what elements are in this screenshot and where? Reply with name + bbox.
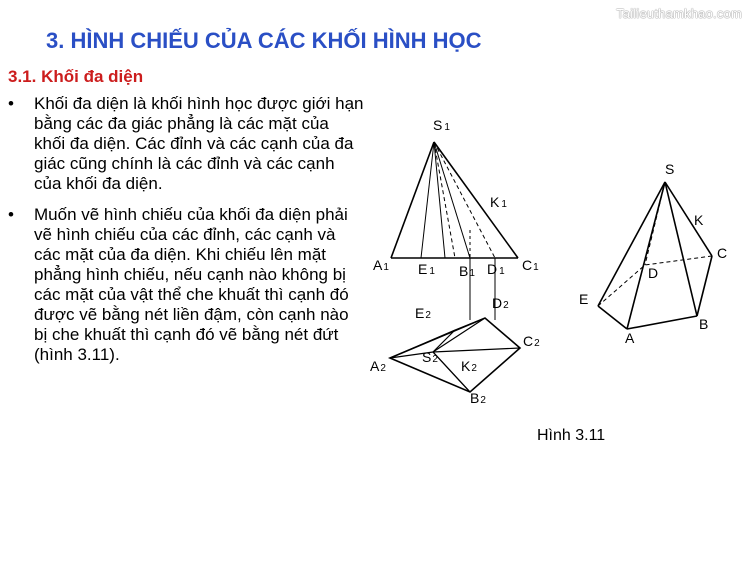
pyramid-figure [360,108,750,458]
label-c: C [717,245,728,261]
bullet-text: Khối đa diện là khối hình học được giới hạn bằng các đa giác phẳng là các mặt của khối đa diện. Các đỉnh và các cạnh của đa giác cũng chính là các đỉnh và các cạnh của khối đa diện. [34,94,364,193]
bullet-item [8,205,364,365]
label-k: K [694,212,704,228]
bullet-icon: • [8,205,14,224]
label-s: S [665,161,675,177]
label-e: E [579,291,589,307]
label-s1: S 1 [433,117,450,133]
label-d: D [648,265,659,281]
label-b: B [699,316,709,332]
label-b2: B2 [470,390,486,406]
watermark: Tailieuthamkhao.com [616,6,742,21]
label-b1: B1 [459,263,475,279]
label-d1: D 1 [487,261,505,277]
label-k1: K 1 [490,194,507,210]
label-s2: S2 [422,349,438,365]
label-k2: K2 [461,358,477,374]
label-a2: A2 [370,358,386,374]
figure-caption: Hình 3.11 [537,427,606,444]
label-a1: A1 [373,257,389,273]
bullet-list [8,94,364,376]
bullet-text: Muốn vẽ hình chiếu của khối đa diện phải vẽ hình chiếu của các đỉnh, các cạnh và các mặt của đa diện. Khi chiếu lên mặt phẳng hình chiếu, nếu cạnh nào không bị các mặt của vật thể che khuất thì cạnh đó được vẽ bằng nét liền đậm, còn cạnh nào bị che khuất thì cạnh đó vẽ bằng nét đứt (hình 3.11). [34,205,349,364]
page-title: 3. HÌNH CHIẾU CỦA CÁC KHỐI HÌNH HỌC [46,28,482,53]
label-c1: C1 [522,257,539,273]
label-a: A [625,330,635,346]
label-d2: D2 [492,295,509,311]
bullet-item [8,94,364,194]
label-e1: E 1 [418,261,435,277]
bullet-icon: • [8,94,14,113]
label-c2: C2 [523,333,540,349]
section-heading: 3.1. Khối đa diện [8,67,144,86]
label-e2: E2 [415,305,431,321]
iso-view [598,182,712,329]
top-view [390,318,520,392]
